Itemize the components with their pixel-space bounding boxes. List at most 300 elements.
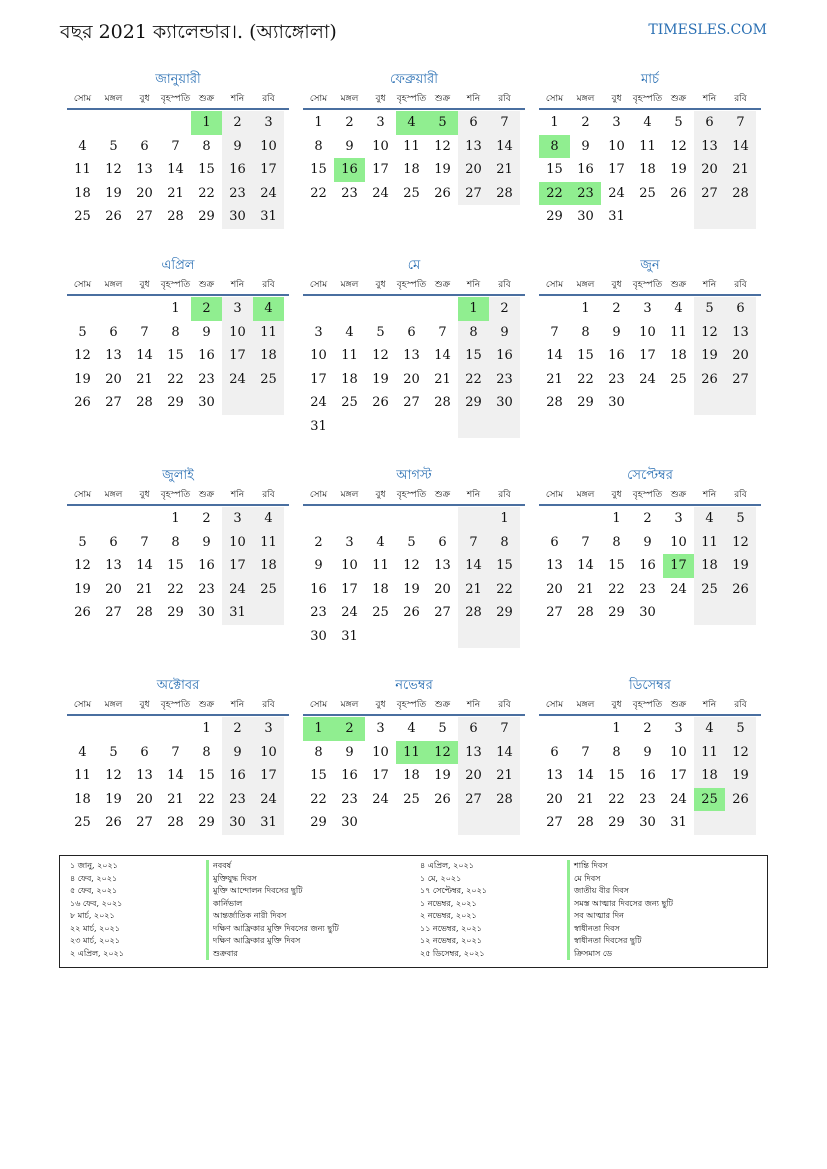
weekday-label: বৃহস্পতি <box>160 490 191 500</box>
weekday-label: শনি <box>702 700 717 710</box>
day-cell: 19 <box>434 768 451 783</box>
day-cell: 4 <box>253 507 284 531</box>
day-cell: 16 <box>222 158 253 182</box>
day-cell: 12 <box>670 138 687 154</box>
day-cell: 3 <box>376 721 385 736</box>
day-cell: 27 <box>403 395 420 410</box>
legend-date: ২৫ ডিসেম্বর, ২০২১ <box>420 948 485 958</box>
day-cell: 12 <box>694 321 725 345</box>
day-cell: 3 <box>376 115 385 130</box>
day-cell: 16 <box>310 581 327 597</box>
weekday-label: মঙ্গল <box>104 700 123 710</box>
day-cell: 25 <box>253 368 284 392</box>
day-cell: 28 <box>136 395 153 410</box>
weekday-label: শনি <box>466 700 481 710</box>
day-cell: 6 <box>407 324 416 340</box>
empty-cell <box>98 297 129 321</box>
weekday-label: মঙ্গল <box>104 94 123 104</box>
month-block <box>67 256 289 415</box>
day-cell: 27 <box>105 605 122 620</box>
day-cell: 26 <box>372 395 389 410</box>
holiday-day-cell: 22 <box>539 182 570 206</box>
holiday-day-cell: 4 <box>253 297 284 321</box>
day-cell: 27 <box>136 209 153 224</box>
day-cell: 31 <box>608 209 625 224</box>
empty-cell <box>160 111 191 135</box>
weekday-label: রবি <box>498 700 511 710</box>
weekday-label: সোম <box>73 700 92 710</box>
day-cell: 8 <box>171 534 180 550</box>
day-cell: 23 <box>198 371 215 387</box>
day-cell: 21 <box>167 791 184 807</box>
day-cell: 31 <box>222 601 253 625</box>
day-cell: 17 <box>222 554 253 578</box>
day-cell: 8 <box>581 324 590 340</box>
day-cell: 12 <box>403 558 420 573</box>
empty-cell <box>427 625 458 649</box>
empty-cell <box>98 111 129 135</box>
weekday-label: শনি <box>702 94 717 104</box>
day-cell: 7 <box>550 324 559 340</box>
day-cell: 15 <box>608 558 625 573</box>
day-cell: 14 <box>136 558 153 573</box>
day-cell: 22 <box>198 185 215 201</box>
empty-cell <box>67 717 98 741</box>
day-cell: 28 <box>167 815 184 830</box>
day-cell: 24 <box>670 581 687 597</box>
legend-date: ১৭ সেপ্টেম্বর, ২০২১ <box>420 886 487 895</box>
weekday-header <box>67 486 289 506</box>
day-cell: 26 <box>403 605 420 620</box>
empty-cell <box>725 811 756 835</box>
legend-date: ৪ এপ্রিল, ২০২১ <box>420 861 474 870</box>
weekday-header <box>539 486 761 506</box>
weekday-label: শনি <box>466 490 481 500</box>
empty-cell <box>334 507 365 531</box>
day-cell: 4 <box>643 115 652 130</box>
day-cell: 10 <box>341 558 358 573</box>
day-cell: 29 <box>198 815 215 830</box>
legend-names-left <box>206 860 339 960</box>
day-cell: 3 <box>674 721 683 736</box>
weekday-label: রবি <box>262 280 275 290</box>
day-cell: 11 <box>670 324 687 340</box>
day-grid <box>539 297 761 415</box>
day-cell: 29 <box>608 815 625 830</box>
day-cell: 20 <box>725 344 756 368</box>
day-cell: 22 <box>310 185 327 201</box>
day-cell: 19 <box>105 791 122 807</box>
empty-cell <box>539 717 570 741</box>
empty-cell <box>427 415 458 439</box>
day-cell: 6 <box>140 138 149 154</box>
day-cell: 31 <box>253 205 284 229</box>
day-cell: 15 <box>546 162 563 177</box>
weekday-label: বুধ <box>375 280 386 290</box>
day-cell: 5 <box>674 115 683 130</box>
month-name: জুন <box>640 258 660 273</box>
empty-cell <box>129 111 160 135</box>
day-grid <box>539 507 761 625</box>
empty-cell <box>632 391 663 415</box>
empty-cell <box>98 717 129 741</box>
legend-date: ১২ নভেম্বর, ২০২১ <box>420 936 482 945</box>
day-cell: 11 <box>253 531 284 555</box>
day-cell: 19 <box>372 371 389 387</box>
month-name: অক্টোবর <box>156 678 200 693</box>
weekday-label: বুধ <box>375 94 386 104</box>
day-cell: 24 <box>341 605 358 620</box>
weekday-header <box>539 90 761 110</box>
month-name: ফেব্রুয়ারী <box>390 72 438 87</box>
day-cell: 5 <box>109 744 118 760</box>
day-cell: 11 <box>341 348 358 363</box>
day-cell: 28 <box>167 209 184 224</box>
day-cell: 9 <box>489 321 520 345</box>
day-cell: 10 <box>253 135 284 159</box>
day-cell: 3 <box>612 115 621 130</box>
day-cell: 4 <box>78 138 87 154</box>
weekday-label: রবি <box>262 700 275 710</box>
empty-cell <box>129 717 160 741</box>
day-cell: 26 <box>694 368 725 392</box>
weekday-label: বৃহস্পতি <box>632 490 663 500</box>
empty-cell <box>663 205 694 229</box>
empty-cell <box>427 297 458 321</box>
day-cell: 23 <box>341 185 358 201</box>
day-cell: 13 <box>136 768 153 783</box>
month-block <box>303 70 525 205</box>
weekday-label: বুধ <box>375 700 386 710</box>
day-cell: 10 <box>608 138 625 154</box>
empty-cell <box>694 391 725 415</box>
day-cell: 22 <box>167 581 184 597</box>
day-cell: 13 <box>458 741 489 765</box>
empty-cell <box>632 205 663 229</box>
weekday-label: শুক্র <box>434 280 451 290</box>
empty-cell <box>253 601 284 625</box>
empty-cell <box>663 601 694 625</box>
day-cell: 8 <box>202 138 211 154</box>
day-cell: 21 <box>489 764 520 788</box>
weekday-label: রবি <box>734 700 747 710</box>
day-cell: 30 <box>222 205 253 229</box>
empty-cell <box>365 507 396 531</box>
month-block <box>303 256 525 438</box>
empty-cell <box>334 297 365 321</box>
month-block <box>303 676 525 835</box>
day-cell: 19 <box>725 764 756 788</box>
day-cell: 29 <box>458 391 489 415</box>
legend-dates-right <box>420 860 487 960</box>
day-cell: 14 <box>577 558 594 573</box>
legend-date: ২৩ মার্চ, ২০২১ <box>70 936 120 945</box>
weekday-label: বৃহস্পতি <box>632 280 663 290</box>
weekday-label: শুক্র <box>670 94 687 104</box>
day-cell: 13 <box>403 348 420 363</box>
day-cell: 1 <box>171 511 180 526</box>
day-cell: 19 <box>694 344 725 368</box>
day-cell: 16 <box>608 348 625 363</box>
empty-cell <box>129 507 160 531</box>
day-cell: 22 <box>198 791 215 807</box>
day-cell: 27 <box>725 368 756 392</box>
empty-cell <box>725 601 756 625</box>
day-cell: 5 <box>109 138 118 154</box>
legend-holiday-name: সব আত্মার দিন <box>567 910 673 923</box>
empty-cell <box>458 811 489 835</box>
weekday-label: মঙ্গল <box>340 94 359 104</box>
weekday-header <box>303 486 525 506</box>
weekday-label: সোম <box>73 94 92 104</box>
day-cell: 8 <box>171 324 180 340</box>
weekday-label: সোম <box>309 280 328 290</box>
day-cell: 20 <box>136 791 153 807</box>
day-cell: 2 <box>581 115 590 130</box>
weekday-header <box>303 696 525 716</box>
day-cell: 24 <box>253 182 284 206</box>
holiday-day-cell: 1 <box>191 111 222 135</box>
weekday-label: বৃহস্পতি <box>632 94 663 104</box>
day-cell: 17 <box>639 348 656 363</box>
legend-holiday-name: আন্তর্জাতিক নারী দিবস <box>206 910 339 923</box>
day-cell: 12 <box>372 348 389 363</box>
day-cell: 9 <box>581 138 590 154</box>
day-cell: 17 <box>310 371 327 387</box>
day-cell: 20 <box>458 764 489 788</box>
weekday-label: মঙ্গল <box>576 280 595 290</box>
day-cell: 15 <box>198 162 215 177</box>
empty-cell <box>694 601 725 625</box>
day-cell: 13 <box>434 558 451 573</box>
day-cell: 22 <box>608 581 625 597</box>
day-cell: 24 <box>670 791 687 807</box>
day-cell: 1 <box>612 721 621 736</box>
day-cell: 23 <box>198 581 215 597</box>
day-cell: 13 <box>458 135 489 159</box>
day-cell: 10 <box>670 744 687 760</box>
day-cell: 6 <box>458 717 489 741</box>
day-cell: 30 <box>198 395 215 410</box>
weekday-label: রবি <box>262 94 275 104</box>
day-cell: 22 <box>310 791 327 807</box>
month-name: মে <box>407 258 421 273</box>
day-cell: 18 <box>403 162 420 177</box>
day-cell: 4 <box>674 301 683 316</box>
site-brand-link[interactable]: TIMESLES.COM <box>648 22 767 38</box>
weekday-header <box>303 90 525 110</box>
day-cell: 30 <box>577 209 594 224</box>
day-cell: 5 <box>694 297 725 321</box>
day-cell: 29 <box>608 605 625 620</box>
day-cell: 27 <box>546 605 563 620</box>
holiday-day-cell: 8 <box>539 135 570 159</box>
day-cell: 3 <box>314 324 323 340</box>
day-cell: 13 <box>105 558 122 573</box>
holiday-day-cell: 2 <box>191 297 222 321</box>
day-cell: 14 <box>546 348 563 363</box>
weekday-label: বুধ <box>375 490 386 500</box>
empty-cell <box>458 507 489 531</box>
day-cell: 15 <box>198 768 215 783</box>
weekday-label: বুধ <box>611 280 622 290</box>
day-cell: 29 <box>167 605 184 620</box>
day-cell: 6 <box>694 111 725 135</box>
legend-holiday-name: শান্তি দিবস <box>567 860 673 873</box>
weekday-label: শুক্র <box>670 490 687 500</box>
day-grid <box>67 507 289 625</box>
day-cell: 13 <box>694 135 725 159</box>
legend-date: ২ নভেম্বর, ২০২১ <box>420 911 477 920</box>
day-cell: 7 <box>725 111 756 135</box>
day-cell: 16 <box>489 344 520 368</box>
holiday-day-cell: 4 <box>396 111 427 135</box>
day-cell: 9 <box>345 138 354 154</box>
day-cell: 22 <box>167 371 184 387</box>
day-cell: 24 <box>253 788 284 812</box>
empty-cell <box>67 297 98 321</box>
day-cell: 2 <box>314 534 323 550</box>
day-cell: 26 <box>725 788 756 812</box>
day-cell: 26 <box>725 578 756 602</box>
weekday-label: বৃহস্পতি <box>632 700 663 710</box>
empty-cell <box>98 507 129 531</box>
day-cell: 30 <box>222 811 253 835</box>
legend-date: ২২ মার্চ, ২০২১ <box>70 923 120 933</box>
legend-holiday-name: স্বাধীনতা দিবসের ছুটি <box>567 935 673 948</box>
day-cell: 19 <box>74 371 91 387</box>
day-cell: 14 <box>577 768 594 783</box>
day-cell: 3 <box>345 534 354 550</box>
day-cell: 5 <box>78 534 87 550</box>
day-cell: 6 <box>550 534 559 550</box>
empty-cell <box>222 391 253 415</box>
day-cell: 21 <box>136 371 153 387</box>
day-cell: 10 <box>372 138 389 154</box>
day-cell: 9 <box>643 534 652 550</box>
holiday-day-cell: 23 <box>570 182 601 206</box>
day-cell: 25 <box>639 185 656 201</box>
day-cell: 5 <box>725 717 756 741</box>
month-name: জানুয়ারী <box>155 72 201 87</box>
empty-cell <box>365 625 396 649</box>
legend-date: ১ জানু, ২০২১ <box>70 861 118 870</box>
day-cell: 12 <box>74 558 91 573</box>
day-cell: 2 <box>222 717 253 741</box>
day-cell: 24 <box>222 578 253 602</box>
empty-cell <box>427 507 458 531</box>
day-cell: 16 <box>577 162 594 177</box>
empty-cell <box>396 297 427 321</box>
legend-holiday-name: সমস্ত আত্মার দিবসের জন্য ছুটি <box>567 898 673 911</box>
day-cell: 1 <box>581 301 590 316</box>
weekday-label: রবি <box>734 490 747 500</box>
day-cell: 19 <box>105 185 122 201</box>
day-cell: 11 <box>694 531 725 555</box>
day-cell: 16 <box>639 768 656 783</box>
day-cell: 11 <box>372 558 389 573</box>
legend-date: ৪ ফেব, ২০২১ <box>70 873 118 883</box>
holiday-day-cell: 12 <box>427 741 458 765</box>
month-name: এপ্রিল <box>161 258 195 273</box>
empty-cell <box>396 811 427 835</box>
empty-cell <box>253 391 284 415</box>
weekday-label: সোম <box>309 700 328 710</box>
empty-cell <box>725 391 756 415</box>
weekday-label: বৃহস্পতি <box>160 280 191 290</box>
day-cell: 7 <box>140 534 149 550</box>
weekday-label: মঙ্গল <box>340 280 359 290</box>
day-cell: 5 <box>376 324 385 340</box>
weekday-label: শনি <box>230 490 245 500</box>
day-cell: 14 <box>136 348 153 363</box>
weekday-label: মঙ্গল <box>104 490 123 500</box>
day-cell: 8 <box>489 531 520 555</box>
day-cell: 27 <box>105 395 122 410</box>
day-cell: 7 <box>171 138 180 154</box>
day-cell: 10 <box>222 321 253 345</box>
empty-cell <box>427 811 458 835</box>
weekday-label: বুধ <box>139 94 150 104</box>
day-cell: 19 <box>403 581 420 597</box>
day-cell: 7 <box>489 111 520 135</box>
day-cell: 28 <box>136 605 153 620</box>
day-cell: 9 <box>314 558 323 573</box>
empty-cell <box>458 625 489 649</box>
day-grid <box>67 717 289 835</box>
day-cell: 30 <box>639 605 656 620</box>
day-cell: 22 <box>489 578 520 602</box>
day-cell: 27 <box>458 182 489 206</box>
day-cell: 18 <box>253 554 284 578</box>
day-cell: 20 <box>546 581 563 597</box>
day-cell: 6 <box>725 297 756 321</box>
holiday-day-cell: 1 <box>303 717 334 741</box>
day-grid <box>539 717 761 835</box>
day-cell: 25 <box>403 185 420 201</box>
day-cell: 23 <box>489 368 520 392</box>
legend-holiday-name: দক্ষিণ আফ্রিকার মুক্তি দিবস <box>206 935 339 948</box>
day-cell: 2 <box>643 721 652 736</box>
empty-cell <box>396 625 427 649</box>
day-grid <box>539 111 761 229</box>
weekday-label: মঙ্গল <box>576 700 595 710</box>
legend-holiday-name: কার্নিভাল <box>206 898 339 911</box>
empty-cell <box>694 205 725 229</box>
weekday-label: বৃহস্পতি <box>160 94 191 104</box>
day-grid <box>303 717 525 835</box>
day-cell: 18 <box>341 371 358 387</box>
day-cell: 23 <box>608 371 625 387</box>
weekday-label: সোম <box>73 280 92 290</box>
day-cell: 8 <box>612 534 621 550</box>
day-cell: 28 <box>577 815 594 830</box>
day-cell: 2 <box>222 111 253 135</box>
month-block <box>539 466 761 625</box>
day-cell: 10 <box>310 348 327 363</box>
weekday-label: বুধ <box>611 490 622 500</box>
day-cell: 20 <box>694 158 725 182</box>
day-cell: 8 <box>612 744 621 760</box>
weekday-label: সোম <box>309 490 328 500</box>
day-cell: 8 <box>314 744 323 760</box>
day-cell: 6 <box>109 324 118 340</box>
day-cell: 6 <box>438 534 447 550</box>
day-cell: 4 <box>407 721 416 736</box>
day-cell: 18 <box>670 348 687 363</box>
day-cell: 9 <box>643 744 652 760</box>
day-cell: 11 <box>694 741 725 765</box>
